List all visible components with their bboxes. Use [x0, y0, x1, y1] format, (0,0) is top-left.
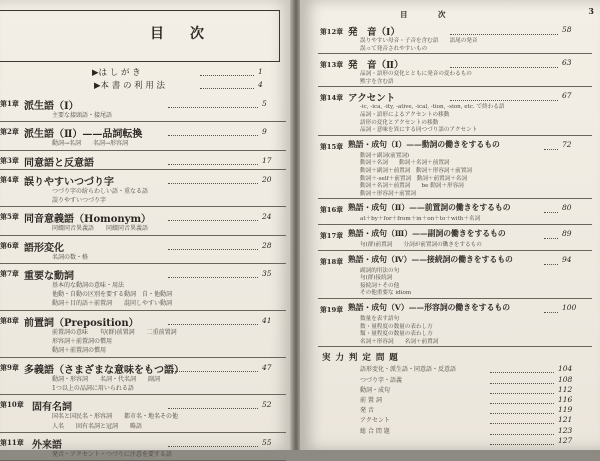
- leader-dots: [490, 427, 554, 435]
- chapter-subtopic: 国名と国民名・形容詞 都市名・地名その他: [52, 413, 179, 421]
- running-header: 目 次: [400, 10, 448, 19]
- chapter-title: 熟語・成句（Ⅲ）——副詞の働きをするもの: [348, 229, 506, 238]
- chapter-number: 第15章: [320, 142, 344, 151]
- chapter-title: 同音意義語（Homonym）: [24, 214, 152, 226]
- leader-dots: [490, 437, 554, 445]
- chapter-title: 多義語（さまざまな意味をもつ語）: [24, 364, 184, 376]
- chapter-title: 誤りやすいつづり字: [24, 176, 114, 188]
- chapter-subtopic: 動詞＋名詞 動詞＋名詞＋前置詞: [360, 160, 450, 167]
- chapter-subtopic: 動詞＋副詞＋前置詞 動詞＋形容詞＋前置詞: [360, 168, 472, 174]
- divider: [318, 53, 592, 54]
- divider: [0, 150, 286, 151]
- chapter-title: アクセント: [348, 93, 396, 105]
- leader-dots: [450, 60, 558, 68]
- chapter-title: 発 音（Ⅰ）: [348, 27, 400, 38]
- leader-dots: [168, 401, 258, 409]
- divider: [0, 432, 286, 433]
- chapter-subtopic: 動詞・形容詞 名詞・代名詞 副詞: [52, 375, 161, 383]
- chapter-title: 派生語（Ⅱ）——品詞転換: [24, 129, 143, 141]
- page-ref: 24: [262, 212, 272, 222]
- chapter-subtopic: 動詞＋-self＋前置詞 動詞＋前置詞＋名詞: [360, 175, 468, 182]
- chapter-subtopic: 形容詞＋前置詞の慣用: [52, 338, 113, 345]
- chapter-title: 熟語・成句（Ⅳ）——接続詞の働きをするもの: [348, 254, 513, 264]
- chapter-title: 熟語・成句（Ⅰ）——動詞の働きをするもの: [348, 139, 500, 149]
- divider: [318, 250, 592, 251]
- leader-dots: [544, 142, 558, 150]
- divider: [318, 135, 592, 136]
- chapter-subtopic: 動詞→名詞 名詞→形容詞: [52, 140, 129, 148]
- divider: [318, 86, 592, 87]
- chapter-subtopic: 主要な接頭語・接尾語: [52, 112, 113, 119]
- page-ref: 123: [558, 425, 573, 435]
- chapter-subtopic: 同綴同音異義語 同綴同音異義語: [52, 225, 149, 233]
- chapter-subtopic: 名詞＋形容詞 名詞＋前置詞: [360, 338, 439, 345]
- chapter-subtopic: -ic, -ica, -ity, -ative, -ical, -tion, -sion, etc. で終わる語: [360, 104, 505, 111]
- chapter-subtopic: 動詞＋前置詞の慣用: [52, 347, 107, 355]
- leader-dots: [544, 257, 558, 265]
- leader-dots: [168, 176, 258, 184]
- chapter-number: 第3章: [0, 155, 19, 165]
- divider: [0, 394, 286, 395]
- chapter-number: 第16章: [320, 206, 344, 215]
- leader-dots: [544, 205, 558, 213]
- chapter-title: 熟語・成句（Ⅴ）——形容詞の働きをするもの: [348, 303, 510, 312]
- practice-row-label: 語形変化・派生語・同意語・反意語: [360, 366, 457, 374]
- leader-dots: [450, 27, 558, 35]
- page-ref: 104: [558, 364, 573, 374]
- chapter-title: 外来語: [32, 439, 62, 451]
- chapter-number: 第4章: [0, 174, 19, 184]
- leader-dots: [490, 365, 554, 373]
- page-ref: 52: [262, 400, 272, 410]
- divider: [318, 198, 592, 199]
- intro-label: ▶は し が き: [92, 68, 141, 78]
- leader-dots: [490, 376, 554, 384]
- chapter-subtopic: 名詞の数・格: [52, 253, 89, 261]
- page-ref: 58: [562, 25, 572, 34]
- chapter-title: 固有名詞: [32, 402, 72, 414]
- page-ref: 5: [262, 99, 267, 108]
- chapter-subtopic: 基本的な動詞の意味・用法: [52, 281, 125, 289]
- leader-dots: [200, 68, 254, 76]
- divider: [0, 263, 286, 264]
- right-page: [300, 0, 600, 450]
- divider: [0, 121, 286, 122]
- chapter-subtopic: 句(群)前置詞 分詞が前置詞の働きをするもの: [360, 242, 482, 248]
- divider: [318, 346, 592, 347]
- chapter-subtopic: 黙字を含む語: [360, 78, 394, 85]
- leader-dots: [200, 81, 254, 89]
- chapter-number: 第19章: [320, 306, 344, 314]
- leader-dots: [168, 128, 258, 136]
- chapter-subtopic: 動詞＋目的語＋前置詞 混同しやすい動詞: [52, 300, 173, 308]
- divider: [0, 310, 286, 311]
- chapter-subtopic: 誤りやすい母音・子音を含む語 語尾の発音: [360, 38, 478, 44]
- page-ref: 28: [262, 240, 272, 250]
- practice-row-label: 発 音: [360, 407, 374, 415]
- chapter-title: 熟語・成句（Ⅱ）——前置詞の働きをするもの: [348, 203, 511, 213]
- practice-row-label: つづり字・語義: [360, 376, 403, 384]
- toc-title-banner: [0, 10, 280, 62]
- chapter-subtopic: 品詞・意味を異にする同つづり語のアクセント: [360, 127, 478, 134]
- chapter-subtopic: 1つ以上の品詞に用いられる語: [52, 384, 134, 392]
- intro-label: ▶本 書 の 利 用 法: [94, 81, 166, 91]
- page-ref: 112: [558, 384, 573, 394]
- chapter-subtopic: 誤って発音されやすいもの: [360, 45, 428, 52]
- chapter-number: 第17章: [320, 232, 344, 240]
- page-ref: 63: [562, 58, 572, 68]
- chapter-number: 第2章: [0, 127, 19, 137]
- leader-dots: [450, 93, 558, 101]
- leader-dots: [490, 396, 554, 404]
- chapter-title: 語形変化: [24, 242, 64, 254]
- page-ref: 55: [262, 437, 272, 447]
- page-ref: 121: [558, 415, 573, 425]
- page-ref: 17: [262, 155, 272, 165]
- chapter-subtopic: 前置詞の意味 句(群)前置詞 二重前置詞: [52, 328, 177, 336]
- chapter-subtopic: at＋by＋for＋from＋in＋on＋to＋with＋名詞: [360, 216, 481, 223]
- divider: [0, 235, 286, 236]
- chapter-number: 第9章: [0, 362, 19, 372]
- chapter-title: 重要な動詞: [24, 270, 74, 282]
- practice-row-label: 前 置 詞: [360, 397, 382, 404]
- practice-title: 実 力 判 定 問 題: [322, 353, 399, 364]
- page-ref: 119: [558, 405, 573, 415]
- divider: [0, 169, 286, 170]
- chapter-number: 第10章: [0, 400, 24, 410]
- chapter-subtopic: 品詞・語形によるアクセントの移動: [360, 112, 450, 118]
- page-ref: 127: [558, 435, 573, 445]
- chapter-subtopic: 動詞＋形容詞＋前置詞: [360, 190, 416, 197]
- chapter-number: 第12章: [320, 28, 344, 36]
- chapter-title: 同意語と反意語: [24, 157, 94, 169]
- page-number: 3: [588, 6, 594, 16]
- page-ref: 67: [562, 91, 572, 101]
- left-page: [0, 0, 293, 458]
- chapter-subtopic: 品詞・語形の変化とともに発音の変わるもの: [360, 71, 472, 78]
- chapter-subtopic: 人名 固有名詞と冠詞 略語: [52, 422, 143, 430]
- leader-dots: [168, 270, 258, 278]
- chapter-subtopic: つづり字の紛らわしい語・重なる語: [52, 187, 149, 195]
- chapter-number: 第1章: [0, 99, 19, 108]
- leader-dots: [544, 305, 558, 313]
- leader-dots: [168, 213, 258, 221]
- divider: [0, 206, 286, 207]
- chapter-subtopic: 句(群)接続詞: [360, 275, 393, 282]
- leader-dots: [168, 242, 258, 250]
- chapter-subtopic: 類・量程度の数量の表わし方: [360, 331, 433, 338]
- chapter-subtopic: 接続詞＋その他: [360, 282, 400, 289]
- chapter-subtopic: 副詞的用法の句: [360, 267, 400, 274]
- toc-title: 目 次: [150, 26, 210, 42]
- chapter-title: 発 音（Ⅱ）: [348, 60, 404, 72]
- chapter-number: 第7章: [0, 268, 19, 278]
- page-ref: 116: [558, 395, 573, 404]
- leader-dots: [544, 231, 558, 239]
- chapter-title: 派生語（Ⅰ）: [24, 101, 79, 112]
- page-ref: 89: [562, 229, 572, 238]
- chapter-subtopic: 発音・アクセント・つづりに注意を要する語: [52, 450, 172, 458]
- page-ref: 4: [258, 80, 263, 89]
- page-ref: 94: [562, 254, 572, 264]
- chapter-number: 第18章: [320, 257, 344, 266]
- chapter-number: 第6章: [0, 240, 19, 250]
- chapter-subtopic: 語形の変化とアクセントの移動: [360, 119, 439, 126]
- chapter-subtopic: 動詞＋副詞(前置詞): [360, 152, 410, 159]
- chapter-number: 第5章: [0, 212, 19, 222]
- chapter-subtopic: その他重要な idiom: [360, 290, 412, 297]
- leader-dots: [168, 100, 258, 108]
- leader-dots: [168, 439, 258, 447]
- chapter-subtopic: 数・量程度の数量の表わし方: [360, 323, 433, 330]
- chapter-subtopic: 誤りやすいつづり字: [52, 196, 107, 204]
- page-ref: 20: [262, 174, 272, 184]
- chapter-subtopic: 動詞＋名詞＋前置詞 be 動詞＋形容詞: [360, 183, 464, 190]
- divider: [0, 357, 286, 358]
- page-ref: 35: [262, 268, 272, 278]
- leader-dots: [490, 416, 554, 424]
- divider: [318, 224, 592, 225]
- chapter-number: 第14章: [320, 94, 344, 103]
- page-ref: 100: [562, 303, 577, 312]
- chapter-number: 第11章: [0, 437, 24, 447]
- practice-row-label: アクセント: [360, 417, 390, 425]
- page-ref: 108: [558, 374, 573, 384]
- leader-dots: [490, 386, 554, 394]
- chapter-number: 第8章: [0, 315, 19, 325]
- page-ref: 9: [262, 127, 267, 137]
- leader-dots: [168, 364, 258, 372]
- leader-dots: [168, 157, 258, 165]
- chapter-subtopic: 数量を表す語句: [360, 316, 400, 322]
- chapter-number: 第13章: [320, 61, 344, 70]
- page-ref: 72: [562, 139, 572, 149]
- practice-row-label: 総 合 問 題: [360, 427, 390, 435]
- chapter-title: 前置詞（Preposition）: [24, 317, 139, 329]
- page-ref: 80: [562, 203, 572, 213]
- chapter-subtopic: 他動・自動の区別を要する動詞 自・他動詞: [52, 291, 173, 299]
- leader-dots: [168, 317, 258, 325]
- leader-dots: [490, 406, 554, 414]
- practice-row-label: 動詞・成句: [360, 386, 391, 394]
- page-ref: 47: [262, 362, 272, 372]
- divider: [318, 298, 592, 299]
- page-ref: 1: [258, 67, 263, 76]
- page-ref: 41: [262, 315, 272, 325]
